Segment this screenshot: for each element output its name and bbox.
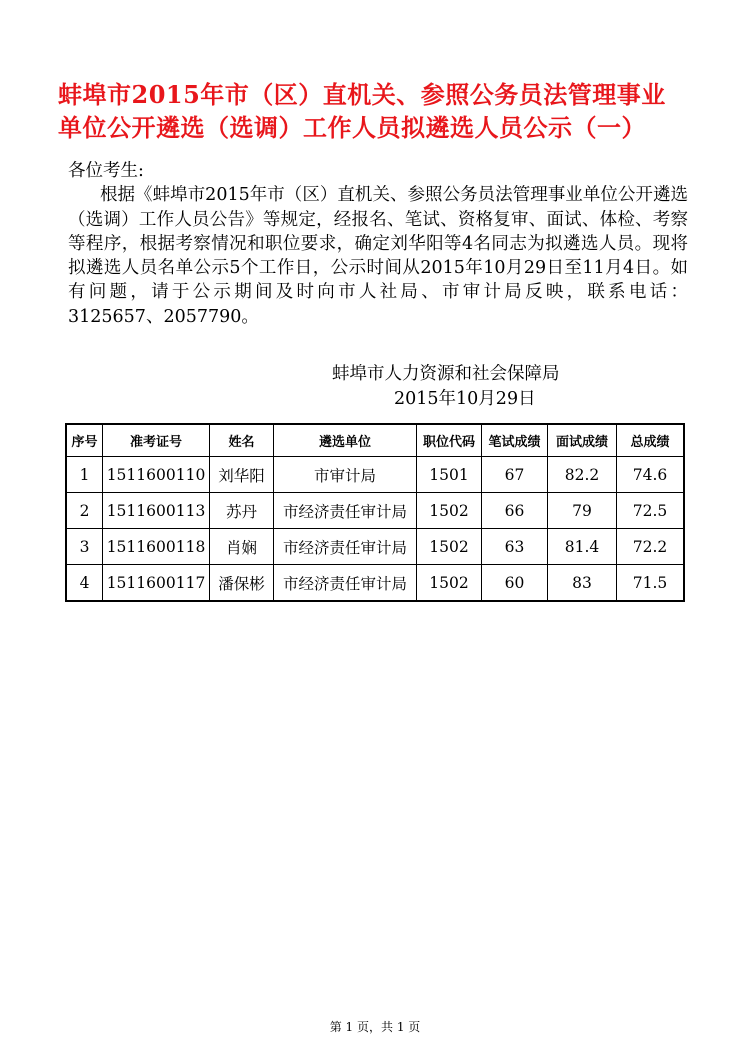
header-position-code: 职位代码 [417, 425, 482, 457]
candidate-table [66, 424, 684, 601]
cell-exam-id: 1511600110 [103, 457, 210, 493]
cell-position-code: 1501 [417, 457, 482, 493]
header-seq: 序号 [67, 425, 103, 457]
title-line-1: 蚌埠市2015年市（区）直机关、参照公务员法管理事业 [58, 80, 666, 109]
cell-total-score: 71.5 [617, 565, 684, 601]
cell-interview-score: 83 [548, 565, 617, 601]
cell-unit: 市经济责任审计局 [274, 565, 417, 601]
cell-written-score: 63 [482, 529, 548, 565]
header-interview-score: 面试成绩 [548, 425, 617, 457]
cell-interview-score: 81.4 [548, 529, 617, 565]
cell-interview-score: 79 [548, 493, 617, 529]
cell-total-score: 72.5 [617, 493, 684, 529]
cell-seq: 2 [67, 493, 103, 529]
cell-name: 苏丹 [210, 493, 274, 529]
cell-exam-id: 1511600113 [103, 493, 210, 529]
signature-block [332, 362, 560, 412]
header-name: 姓名 [210, 425, 274, 457]
page-footer: 第 1 页，共 1 页 [329, 1020, 421, 1034]
notice-body [68, 159, 688, 329]
cell-position-code: 1502 [417, 565, 482, 601]
cell-total-score: 72.2 [617, 529, 684, 565]
cell-exam-id: 1511600118 [103, 529, 210, 565]
cell-unit: 市经济责任审计局 [274, 529, 417, 565]
header-written-score: 笔试成绩 [482, 425, 548, 457]
cell-seq: 1 [67, 457, 103, 493]
greeting: 各位考生: [68, 161, 144, 181]
signature-date: 2015年10月29日 [394, 389, 536, 409]
signature-org: 蚌埠市人力资源和社会保障局 [332, 364, 560, 384]
title-line-2: 单位公开遴选（选调）工作人员拟遴选人员公示（一） [58, 113, 646, 142]
table-row [67, 493, 684, 529]
table-row [67, 457, 684, 493]
cell-name: 肖娴 [210, 529, 274, 565]
cell-unit: 市经济责任审计局 [274, 493, 417, 529]
document-title [58, 78, 698, 144]
header-exam-id: 准考证号 [103, 425, 210, 457]
cell-name: 刘华阳 [210, 457, 274, 493]
cell-written-score: 60 [482, 565, 548, 601]
header-unit: 遴选单位 [274, 425, 417, 457]
cell-written-score: 66 [482, 493, 548, 529]
cell-position-code: 1502 [417, 493, 482, 529]
cell-position-code: 1502 [417, 529, 482, 565]
cell-seq: 3 [67, 529, 103, 565]
cell-exam-id: 1511600117 [103, 565, 210, 601]
table-header-row [67, 425, 684, 457]
cell-unit: 市审计局 [274, 457, 417, 493]
header-total-score: 总成绩 [617, 425, 684, 457]
cell-name: 潘保彬 [210, 565, 274, 601]
cell-total-score: 74.6 [617, 457, 684, 493]
table-row [67, 565, 684, 601]
table-row [67, 529, 684, 565]
cell-written-score: 67 [482, 457, 548, 493]
cell-interview-score: 82.2 [548, 457, 617, 493]
notice-paragraph: 根据《蚌埠市2015年市（区）直机关、参照公务员法管理事业单位公开遴选（选调）工作人员公告》等规定，经报名、笔试、资格复审、面试、体检、考察等程序，根据考察情况和职位要求，确定刘华阳等4名同志为拟遴选人员。现将拟遴选人员名单公示5个工作日，公示时间从2015年10月29日至11月4日。如有问题，请于公示期间及时向市人社局、市审计局反映，联系电话：3125657、2057790。 [68, 185, 688, 327]
cell-seq: 4 [67, 565, 103, 601]
